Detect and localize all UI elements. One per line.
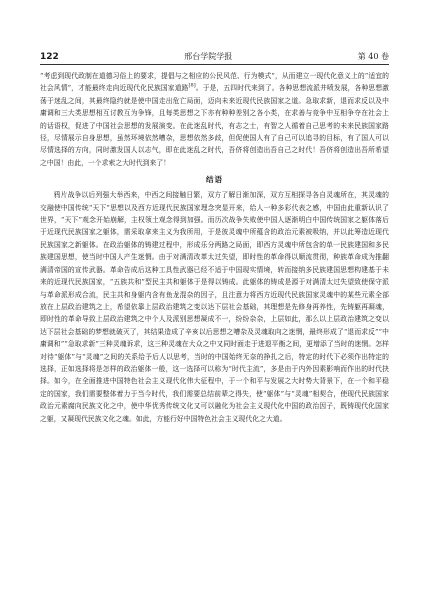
page-header: [40, 48, 389, 65]
paragraph-text-tail: 。于是，五四时代来到了。各种思想流派井喷发展，各种思想激荡于迷乱之间，其最终隐约就是使中国走出危亡局面，迈向未来近现代民族国家之道。急取求新，退而求反以及中庸调和三大类思想相互讨教互为争锋，且每类思想之下亦有种种差别之各小类，在求善与竞争中互相争夺在社会上的话语权，促进了中国社会思想的发展演变。在此迷乱时代，有志之士，有智之人循着自己思考的未来民族国家路径，尽情展示自身思想，虽然环境依然嘈杂，思想依然多歧，但促使国人有了自己可以追寻的目标，有了国人可以尽情选择的方向，同时激发国人以志气，即在此迷乱之时代，吾侪将创造出吾自己之时代！吾侪将创造出吾所希望之中国！由此，一个求索之大时代到来了！: [40, 84, 389, 167]
citation-ref: [8]: [188, 83, 196, 90]
article-body: [40, 70, 389, 425]
section-heading: 结语: [206, 175, 223, 185]
page-number: 122: [40, 52, 59, 62]
volume-label: 第 40 卷: [357, 52, 389, 61]
paragraph-text: “考虑到现代政制在道德习俗上的要求，提倡与之相应的公民风范、行为模式”，从而建立一现代化意义上的“适宜的社会风情”，才能最终走向近现代化民族国家道路: [40, 72, 389, 93]
paragraph-continued: [40, 70, 389, 169]
journal-title: 邢台学院学报: [184, 52, 233, 61]
paragraph-conclusion: 鸦片战争以后列强大举西来，中西之间接触日繁，双方了解日渐加深，双方互相探寻各自灵魂所在，其灵魂的交融使中国传统“天下”思想以及西方近现代民族国家理念突显开来，给人一种多彩代表之感，中国由此重新认识了世界，“天下”观念开始崩解，主权领土观念得到加强。而历次战争失败使中国人逐渐明白中国传统国家之躯体落后于近现代民族国家之躯体，需采取拿来主义为我所用，于是彼灵魂中所蕴含的政治元素被吸纳，并以此筹造近现代民族国家之新躯体。在政治躯体的铸建过程中，形成乐分两路之局面，即西方灵魂中所包含的单一民族建国和多民族建国思想，使当时中国人产生迷惘。由于对满清改革太过失望，即时性的革命得以顺流贯彻，种族革命成为推翻满清帝国的宣传武器。革命告成后这种工具性武器已经不适于中国现实情境，转而接纳多民族建国思想构建基于未来的近现代民族国家，“五族共和”型民主共和躯体于是得以铸成。此躯体的铸成是源于对满清太过失望致使保守派与革命派形成合流，民主共和身躯内含有鱼龙混杂的因子，且注意力将西方近现代民族国家灵魂中的某些元素全部放在上层政治建筑之上，希望依靠上层政治建筑之变以达下层社会基础，其理想是先修身再养性，先铸躯再凝魂，即时性的革命导致上层政治建筑之中个人及派别思想凝成不一，纷纷杂杂，上层如此，那么以上层政治建筑之变以达下层社会基础的梦想就破灭了，其结果造成了辛亥以后思想之嘈杂及灵魂取向之迷惘，最终形成了“退而求反”“中庸调和”“急取求新”三种灵魂诉求，这三种灵魂在大众之中又同时面走于进退平衡之间，更增添了当时的迷惘。怎样对待“躯体”与“灵魂”之间的关系给予后人以思考，当时的中国始终无奈的挣扎之后，特定的时代下必须作出特定的选择，正如选择将是怎样的政治躯体一般，这一选择可以称为“时代主流”，多是由于内外因素影响而作出的时代抉择。如今，在全面推进中国特色社会主义现代化伟大征程中，于一个和平与发展之大时势大背景下，在一个和平稳定的国家，我们需要整体着力于当今时代，我们需要总结前辈之得失，使“躯体”与“灵魂”相契合，使现代民族国家政治元素腐向民族文化之中，使中华优秀传统文化又可以融化为社会主义现代化中国的政治因子，既铸现代化国家之躯，又凝现代民族文化之魂。如此，方能行好中国特色社会主义现代化之大道。: [40, 191, 389, 423]
